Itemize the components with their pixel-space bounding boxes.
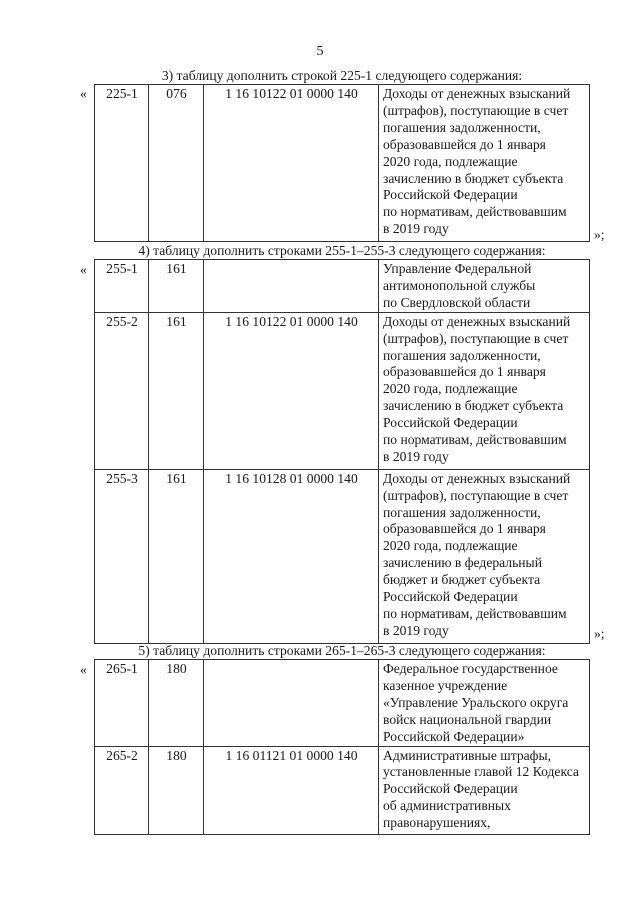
- admin-code: 180: [149, 746, 204, 834]
- row-number: 255-2: [95, 312, 149, 469]
- admin-code: 161: [149, 260, 204, 313]
- table-row: [95, 469, 590, 643]
- kbk-code: 1 16 10122 01 0000 140: [204, 312, 379, 469]
- table-section-5: [94, 659, 590, 835]
- kbk-code: 1 16 10128 01 0000 140: [204, 469, 379, 643]
- row-number: 265-2: [95, 746, 149, 834]
- open-quote: «: [80, 262, 87, 277]
- admin-code: 161: [149, 469, 204, 643]
- row-description: Доходы от денежных взысканий (штрафов), поступающие в счет погашения задолженности, образовавшейся до 1 января 2020 года, подлежащие зачислению в федеральный бюджет и бюджет субъекта Российской Федерации по нормативам, действовавшим в 2019 году: [379, 469, 590, 643]
- table-section-3: [94, 84, 590, 242]
- close-quote: »;: [594, 227, 605, 242]
- table-section-4: [94, 259, 590, 644]
- row-description: Административные штрафы, установленные главой 12 Кодекса Российской Федерации об административных правонарушениях,: [379, 746, 590, 834]
- table-row: [95, 260, 590, 313]
- row-description: Федеральное государственное казенное учреждение «Управление Уральского округа войск национальной гвардии Российской Федерации»: [379, 660, 590, 747]
- table-row: [95, 312, 590, 469]
- row-number: 255-3: [95, 469, 149, 643]
- page-number: 5: [316, 44, 324, 59]
- kbk-code: [204, 660, 379, 747]
- kbk-code: 1 16 10122 01 0000 140: [204, 85, 379, 242]
- row-number: 225-1: [95, 85, 149, 242]
- table-row: [95, 85, 590, 242]
- table-row: [95, 660, 590, 747]
- row-description: Доходы от денежных взысканий (штрафов), поступающие в счет погашения задолженности, образовавшейся до 1 января 2020 года, подлежащие зачислению в бюджет субъекта Российской Федерации по нормативам, действовавшим в 2019 году: [379, 312, 590, 469]
- admin-code: 076: [149, 85, 204, 242]
- section-heading-3: 3) таблицу дополнить строкой 225-1 следующего содержания:: [161, 68, 523, 83]
- kbk-code: [204, 260, 379, 313]
- section-heading-4: 4) таблицу дополнить строками 255-1–255-3 следующего содержания:: [138, 243, 546, 258]
- row-number: 265-1: [95, 660, 149, 747]
- table-row: [95, 746, 590, 834]
- admin-code: 180: [149, 660, 204, 747]
- kbk-code: 1 16 01121 01 0000 140: [204, 746, 379, 834]
- row-description: Доходы от денежных взысканий (штрафов), поступающие в счет погашения задолженности, образовавшейся до 1 января 2020 года, подлежащие зачислению в бюджет субъекта Российской Федерации по нормативам, действовавшим в 2019 году: [379, 85, 590, 242]
- open-quote: «: [80, 86, 87, 101]
- open-quote: «: [80, 662, 87, 677]
- row-number: 255-1: [95, 260, 149, 313]
- row-description: Управление Федеральной антимонопольной службы по Свердловской области: [379, 260, 590, 313]
- admin-code: 161: [149, 312, 204, 469]
- section-heading-5: 5) таблицу дополнить строками 265-1–265-3 следующего содержания:: [138, 643, 546, 658]
- close-quote: »;: [594, 626, 605, 641]
